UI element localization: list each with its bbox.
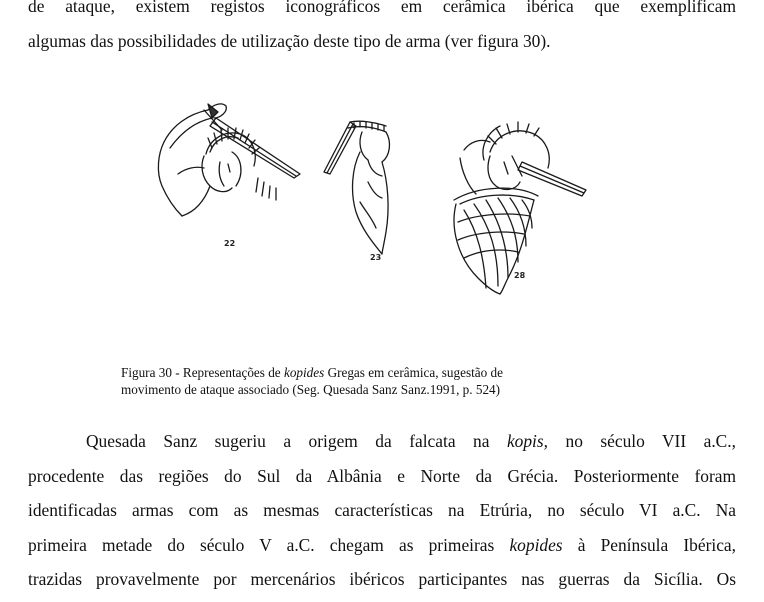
text-italic: kopides xyxy=(509,534,563,555)
text-line: identificadas armas com as mesmas características na Etrúria, no século VI a.C. Na xyxy=(28,500,736,520)
text-italic: kopis, xyxy=(506,431,548,451)
paragraph-top xyxy=(28,0,736,58)
text-line: trazidas provavelmente por mercenários ibéricos participantes nas guerras da Sicília. Os xyxy=(28,569,736,589)
paragraph-bottom xyxy=(28,424,736,597)
text-line xyxy=(28,528,736,563)
warrior-drawing-28 xyxy=(454,122,586,294)
text-line: algumas das possibilidades de utilização deste tipo de arma (ver figura 30). xyxy=(28,30,551,51)
text-segment: à Península Ibérica, xyxy=(577,534,736,555)
figure-number-28: 28 xyxy=(514,271,526,280)
caption-line-2: movimento de ataque associado (Seg. Quesada Sanz Sanz.1991, p. 524) xyxy=(121,382,501,397)
text-line: procedente das regiões do Sul da Albânia e Norte da Grécia. Posteriormente foram xyxy=(28,465,736,486)
figure-number-22: 22 xyxy=(224,239,236,248)
caption-italic: kopides xyxy=(283,365,325,380)
caption-line-1 xyxy=(121,364,581,381)
text-segment: primeira metade do século V a.C. chegam as primeiras xyxy=(28,534,495,555)
figure-caption xyxy=(121,364,581,398)
warrior-drawing-22 xyxy=(158,104,300,248)
caption-rest: Gregas em cerâmica, sugestão de xyxy=(327,365,503,380)
text-line: de ataque, existem registos iconográficos em cerâmica ibérica que exemplificam xyxy=(28,0,736,16)
text-segment: Quesada Sanz sugeriu a origem da falcata na xyxy=(86,431,490,451)
text-segment: no século VII a.C., xyxy=(565,431,736,451)
caption-prefix: Figura 30 - Representações de xyxy=(121,365,281,380)
figure-30-image xyxy=(124,82,622,304)
figure-number-23: 23 xyxy=(370,253,382,262)
warrior-drawing-23 xyxy=(324,121,389,262)
text-line xyxy=(28,424,736,459)
